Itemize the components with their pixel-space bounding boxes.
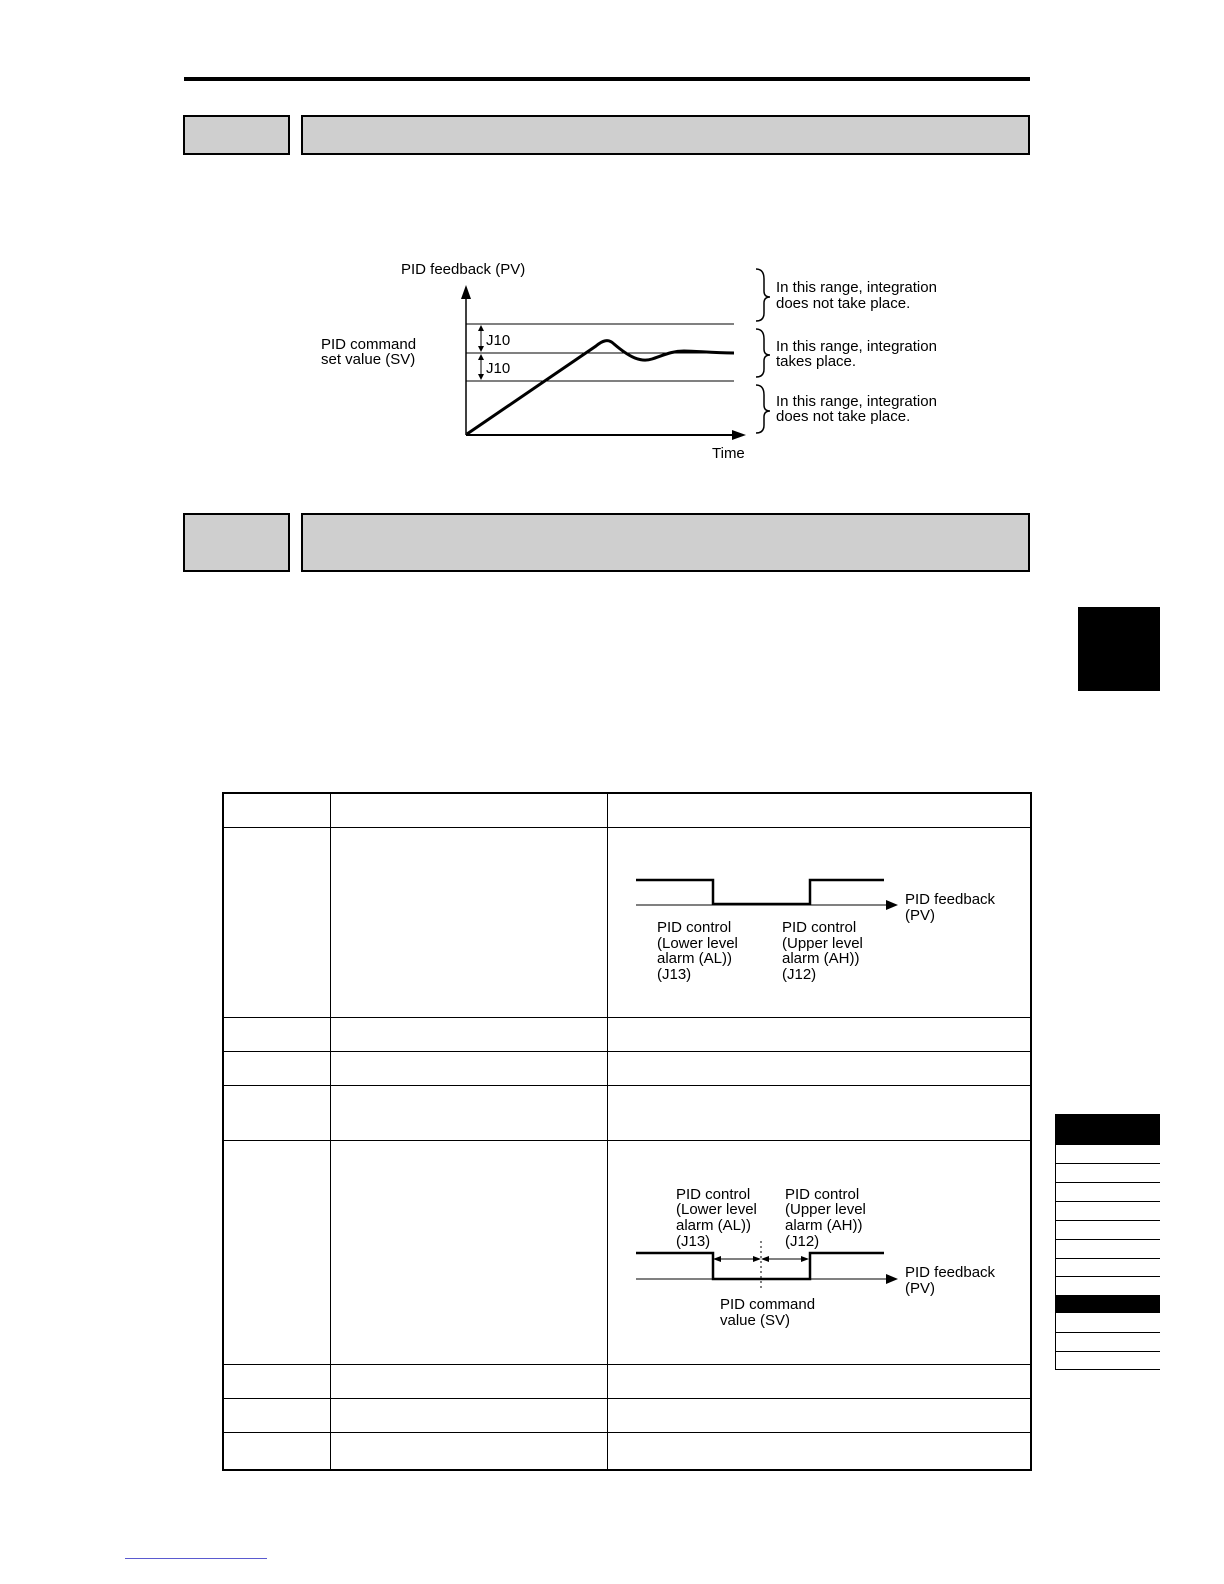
table-cell — [331, 1398, 608, 1432]
pv-label-line1: PID feedback — [905, 890, 996, 908]
table-cell — [223, 1364, 331, 1398]
range-top-line1: In this range, integration — [776, 279, 937, 296]
upper-alarm-line4: (J12) — [782, 965, 817, 983]
index-strip-row — [1055, 1163, 1160, 1164]
range-top-line2: does not take place. — [776, 295, 911, 312]
table-row — [223, 1140, 1031, 1364]
table-cell — [223, 1432, 331, 1470]
index-strip-header — [1055, 1114, 1160, 1145]
index-strip-left-edge — [1055, 1114, 1056, 1370]
section-code-box-2 — [183, 513, 290, 572]
table-row — [223, 827, 1031, 1017]
index-strip-row — [1055, 1351, 1160, 1352]
setpoint-label-line2: set value (SV) — [321, 351, 416, 368]
table-row — [223, 1051, 1031, 1085]
section-title-box-1 — [301, 115, 1030, 155]
index-strip-row — [1055, 1369, 1160, 1370]
table-cell — [331, 1432, 608, 1470]
pv-label-line2: (PV) — [905, 1279, 935, 1297]
index-strip-row — [1055, 1201, 1160, 1202]
y-axis-label: PID feedback (PV) — [401, 261, 526, 278]
index-strip-row — [1055, 1182, 1160, 1183]
table-cell — [608, 1432, 1032, 1470]
table-row — [223, 1364, 1031, 1398]
lower-alarm-line4: (J13) — [676, 1232, 711, 1250]
lower-alarm-line1: PID control — [657, 918, 732, 936]
band-label-lower: J10 — [486, 360, 511, 377]
table-cell — [331, 1364, 608, 1398]
lower-alarm-line3: alarm (AL)) — [676, 1216, 752, 1234]
integration-range-figure — [310, 255, 960, 470]
upper-alarm-line3: alarm (AH)) — [785, 1216, 863, 1234]
table-cell — [608, 1364, 1032, 1398]
table-cell — [223, 1085, 331, 1140]
table-cell — [223, 1398, 331, 1432]
lower-alarm-line1: PID control — [676, 1185, 751, 1203]
sv-label-line1: PID command — [720, 1295, 816, 1313]
lower-alarm-line2: (Lower level — [676, 1200, 757, 1218]
table-cell — [608, 1085, 1032, 1140]
table-cell — [223, 1140, 331, 1364]
table-cell — [331, 793, 608, 827]
x-axis-label: Time — [712, 445, 745, 462]
table-row — [223, 1432, 1031, 1470]
alarm-diagram-outside — [608, 828, 1030, 1018]
table-cell — [223, 793, 331, 827]
range-mid-line1: In this range, integration — [776, 338, 937, 355]
index-strip-row — [1055, 1276, 1160, 1277]
band-label-upper: J10 — [486, 332, 511, 349]
range-bot-line2: does not take place. — [776, 408, 911, 425]
setpoint-label-line1: PID command — [321, 336, 417, 353]
table-header-row — [223, 793, 1031, 827]
table-cell — [331, 1140, 608, 1364]
upper-alarm-line1: PID control — [785, 1185, 860, 1203]
upper-alarm-line3: alarm (AH)) — [782, 949, 860, 967]
table-row — [223, 1017, 1031, 1051]
page-top-rule — [184, 77, 1030, 81]
table-cell — [608, 1398, 1032, 1432]
range-bot-line1: In this range, integration — [776, 393, 937, 410]
table-cell — [331, 1085, 608, 1140]
table-cell — [331, 1017, 608, 1051]
range-mid-line2: takes place. — [776, 353, 857, 370]
table-cell — [608, 793, 1032, 827]
footer-link-underline[interactable] — [125, 1558, 267, 1559]
table-cell — [331, 1051, 608, 1085]
alarm-table — [222, 792, 1032, 1471]
table-row — [223, 1085, 1031, 1140]
pv-label-line2: (PV) — [905, 906, 935, 924]
lower-alarm-line3: alarm (AL)) — [657, 949, 733, 967]
table-cell — [331, 827, 608, 1017]
index-strip-row — [1055, 1258, 1160, 1259]
upper-alarm-line4: (J12) — [785, 1232, 820, 1250]
table-cell — [223, 827, 331, 1017]
upper-alarm-line1: PID control — [782, 918, 857, 936]
index-strip-row — [1055, 1220, 1160, 1221]
table-cell — [223, 1051, 331, 1085]
lower-alarm-line2: (Lower level — [657, 934, 738, 952]
index-strip-row — [1055, 1332, 1160, 1333]
table-cell — [608, 1051, 1032, 1085]
index-strip-active — [1055, 1295, 1160, 1313]
table-cell — [608, 827, 1032, 1017]
section-code-box-1 — [183, 115, 290, 155]
sv-label-line2: value (SV) — [720, 1311, 791, 1329]
table-cell — [608, 1017, 1032, 1051]
pv-label-line1: PID feedback — [905, 1263, 996, 1281]
table-row — [223, 1398, 1031, 1432]
index-strip-row — [1055, 1239, 1160, 1240]
table-cell — [608, 1140, 1032, 1364]
upper-alarm-line2: (Upper level — [782, 934, 863, 952]
table-cell — [223, 1017, 331, 1051]
chapter-tab — [1078, 607, 1160, 691]
lower-alarm-line4: (J13) — [657, 965, 692, 983]
upper-alarm-line2: (Upper level — [785, 1200, 866, 1218]
section-title-box-2 — [301, 513, 1030, 572]
alarm-diagram-deviation — [608, 1141, 1030, 1365]
